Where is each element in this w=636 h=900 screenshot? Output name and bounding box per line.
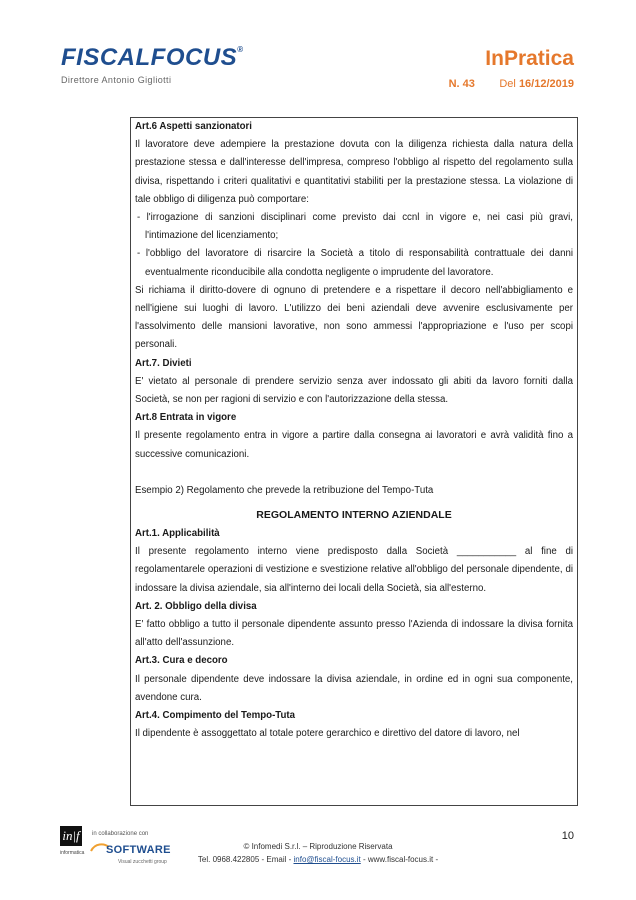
partner-line: in collaborazione con (92, 831, 149, 837)
a2-title: Art. 2. Obbligo della divisa (135, 600, 257, 612)
art7-paragraph: E' vietato al personale di prendere servizio senza aver indossato gli abiti da lavoro forniti dalla Società, se non per ragioni di servizio e con l'autorizzazione della stessa. (135, 375, 573, 406)
fiscal-focus-logo (61, 46, 244, 70)
logo-focus-text: FOCUS (150, 44, 238, 71)
spacer (135, 464, 573, 482)
a4-paragraph: Il dipendente è assoggettato al totale potere gerarchico e direttivo del datore di lavoro, nel (135, 728, 520, 740)
issue-info (449, 78, 574, 90)
art8-paragraph: Il presente regolamento entra in vigore a partire dalla consegna ai lavoratori e avrà validità fino a successive comunicazioni. (135, 430, 573, 460)
a4-title: Art.4. Compimento del Tempo-Tuta (135, 710, 296, 722)
regulation-title: REGOLAMENTO INTERNO AZIENDALE (256, 509, 452, 522)
a3-title: Art.3. Cura e decoro (135, 655, 228, 667)
software-logo-subtitle: Visual zucchetti group (118, 859, 167, 865)
page-number: 10 (561, 830, 574, 842)
software-logo: SOFTWARE (106, 844, 171, 856)
director-line: Direttore Antonio Gigliotti (61, 75, 172, 85)
contact-prefix: Tel. 0968.422805 - Email - (197, 855, 294, 864)
art6-paragraph-2: Si richiama il diritto-dovere di ognuno di pretendere e a rispettare il decoro nell'abbigliamento e nell'igiene sui luoghi di lavoro. L'utilizzo dei beni aziendali deve avvenire esclusivamente per l'assolvimento delle mansioni lavorative, non sono ammessi l'appropriazione e l'uso per scopi personali. (135, 284, 573, 351)
inf-logo-subtitle: informatica (60, 850, 85, 856)
document-box (130, 117, 578, 806)
document-body (135, 118, 573, 744)
logo-registered-mark: ® (237, 45, 244, 54)
art6-bullet-2: - l'obbligo del lavoratore di risarcire la Società a titolo di responsabilità contrattuale dei danni eventualmente riconducibile alla condotta negligente o imprudente del lavoratore. (137, 248, 573, 278)
a3-paragraph: Il personale dipendente deve indossare la divisa aziendale, in ordine ed in ogni sua componente, avendone cura. (135, 673, 573, 703)
art6-bullet-1: - l'irrogazione di sanzioni disciplinari come previsto dai ccnl in vigore e, nei casi più gravi, l'intimazione del licenziamento; (137, 212, 573, 242)
contact-line (180, 853, 456, 866)
copyright-line: © Infomedi S.r.l. – Riproduzione Riservata (243, 842, 393, 851)
art8-title: Art.8 Entrata in vigore (135, 412, 237, 424)
art6-title: Art.6 Aspetti sanzionatori (135, 121, 252, 132)
issue-date-prefix: Del (499, 78, 516, 90)
a2-paragraph: E' fatto obbligo a tutto il personale dipendente assunto presso l'Azienda di indossare la divisa fornita all'atto dell'assunzione. (135, 619, 573, 649)
product-title: InPratica (485, 47, 574, 70)
a1-title: Art.1. Applicabilità (135, 528, 220, 540)
a1-paragraph: Il presente regolamento interno viene predisposto dalla Società ___________ al fine di regolamentarele operazioni di vestizione e svestizione relative all'obbligo del personale dipendente, di indossare la divisa aziendale, sia all'interno dei locali della Società, sia all'esterno. (135, 546, 573, 594)
email-link[interactable]: info@fiscal-focus.it (293, 855, 361, 864)
issue-number: N. 43 (448, 78, 475, 90)
issue-date: 16/12/2019 (518, 78, 574, 90)
art6-paragraph-1: Il lavoratore deve adempiere la prestazione dovuta con la diligenza richiesta dalla natura della prestazione stessa e dall'interesse dell'impresa, compreso l'obbligo al rispetto del regolamento sulla divisa, rispettando i criteri qualitativi e quantitativi stabiliti per la prestazione stessa. La violazione di tale obbligo di diligenza può comportare: (135, 139, 573, 205)
contact-suffix: - www.fiscal-focus.it - (360, 855, 439, 864)
example-intro: Esempio 2) Regolamento che prevede la retribuzione del Tempo-Tuta (135, 484, 434, 496)
logo-fiscal-text: FISCAL (61, 44, 151, 71)
inf-logo: in|f (60, 826, 82, 846)
footer-credits (180, 840, 456, 866)
art7-title: Art.7. Divieti (135, 357, 192, 369)
